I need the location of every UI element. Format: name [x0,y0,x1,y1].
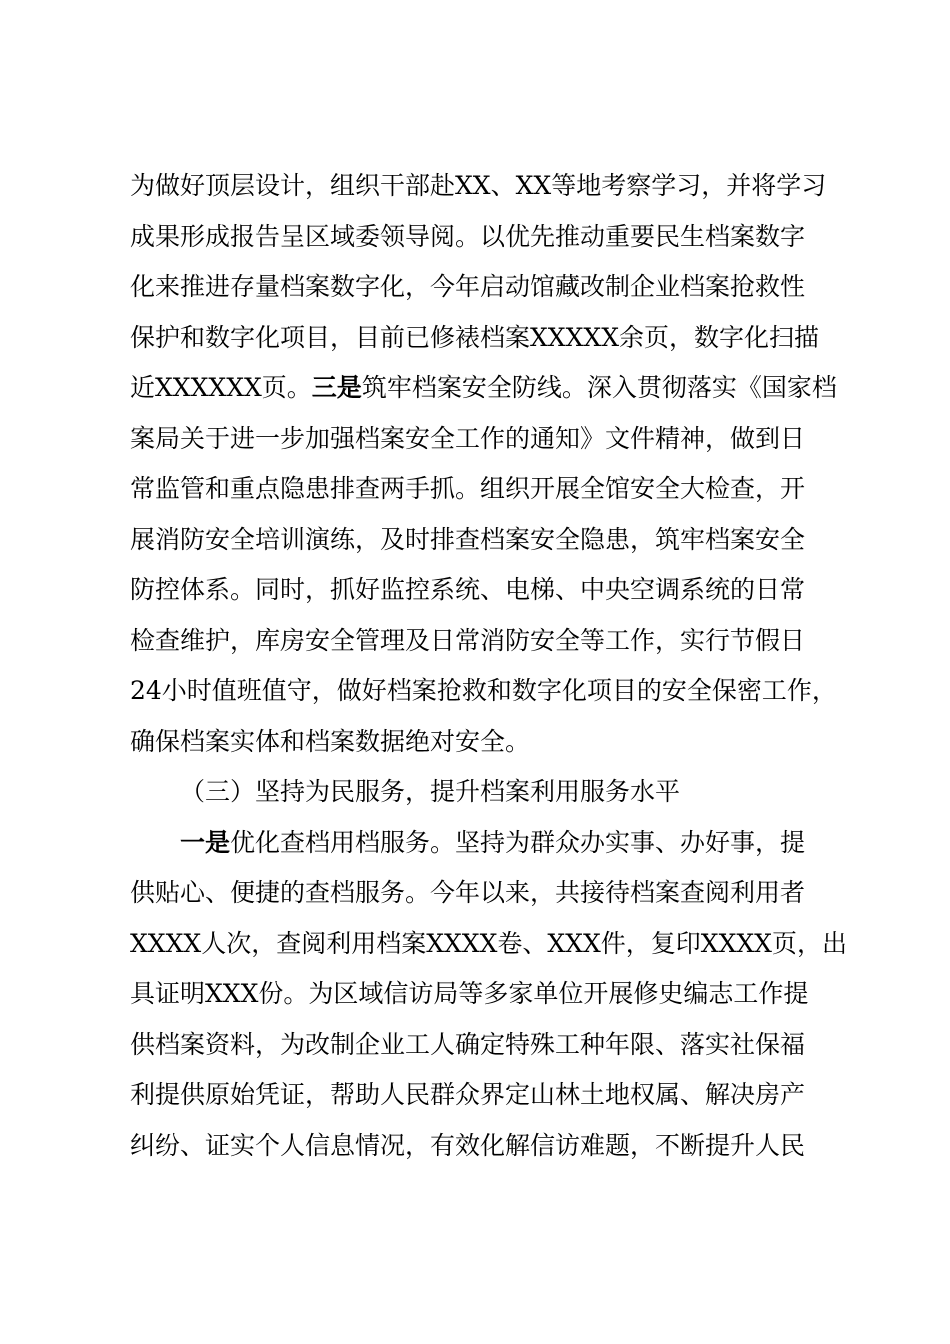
text-line [130,722,850,762]
bold-lead-phrase: 三是 [311,373,362,402]
text-run: 防控体系。同时，抓好监控系统、电梯、中央空调系统的日常 [130,575,806,604]
text-line [130,217,850,257]
bold-lead-phrase: 一是 [180,828,231,857]
text-line [130,267,850,307]
text-run: 具证明XXX份。为区域信访局等多家单位开展修史编志工作提 [130,979,809,1008]
section-heading [180,772,900,812]
text-line [130,873,850,913]
text-line [130,1075,850,1115]
text-run: 优化查档用档服务。坚持为群众办实事、办好事，提 [230,828,806,857]
text-line [130,419,850,459]
text-run: 展消防安全培训演练，及时排查档案安全隐患，筑牢档案安全 [130,525,806,554]
text-run: 检查维护，库房安全管理及日常消防安全等工作，实行节假日 [130,626,806,655]
text-run: 为做好顶层设计，组织干部赴XX、XX等地考察学习，并将学习 [130,171,827,200]
text-line [130,621,850,661]
text-run: 化来推进存量档案数字化，今年启动馆藏改制企业档案抢救性 [130,272,806,301]
text-run: 供档案资料，为改制企业工人确定特殊工种年限、落实社保福 [130,1030,806,1059]
text-line [130,924,850,964]
text-line [130,469,850,509]
text-run: 近XXXXXX页。 [130,373,312,402]
text-line [130,318,850,358]
text-run: 供贴心、便捷的查档服务。今年以来，共接待档案查阅利用者 [130,878,806,907]
text-line [130,671,850,711]
text-run: （三）坚持为民服务，提升档案利用服务水平 [180,777,681,806]
text-run: 利提供原始凭证，帮助人民群众界定山林土地权属、解决房产 [130,1080,806,1109]
text-line [130,166,850,206]
text-run: 保护和数字化项目，目前已修裱档案XXXXX余页，数字化扫描 [130,323,819,352]
text-run: 24小时值班值守，做好档案抢救和数字化项目的安全保密工作， [130,676,837,705]
text-run: 筑牢档案安全防线。深入贯彻落实《国家档 [361,373,837,402]
text-run: 纠纷、证实个人信息情况，有效化解信访难题，不断提升人民 [130,1131,806,1160]
text-line [130,1126,850,1166]
text-run: 常监管和重点隐患排查两手抓。组织开展全馆安全大检查，开 [130,474,806,503]
text-run: 案局关于进一步加强档案安全工作的通知》文件精神，做到日 [130,424,806,453]
text-line [130,520,850,560]
text-line [130,368,850,408]
text-line [130,974,850,1014]
text-line [130,1025,850,1065]
text-line [180,823,900,863]
text-run: XXXX人次，查阅利用档案XXXX卷、XXX件，复印XXXX页，出 [130,929,847,958]
text-run: 成果形成报告呈区域委领导阅。以优先推动重要民生档案数字 [130,222,806,251]
text-run: 确保档案实体和档案数据绝对安全。 [130,727,531,756]
text-line [130,570,850,610]
